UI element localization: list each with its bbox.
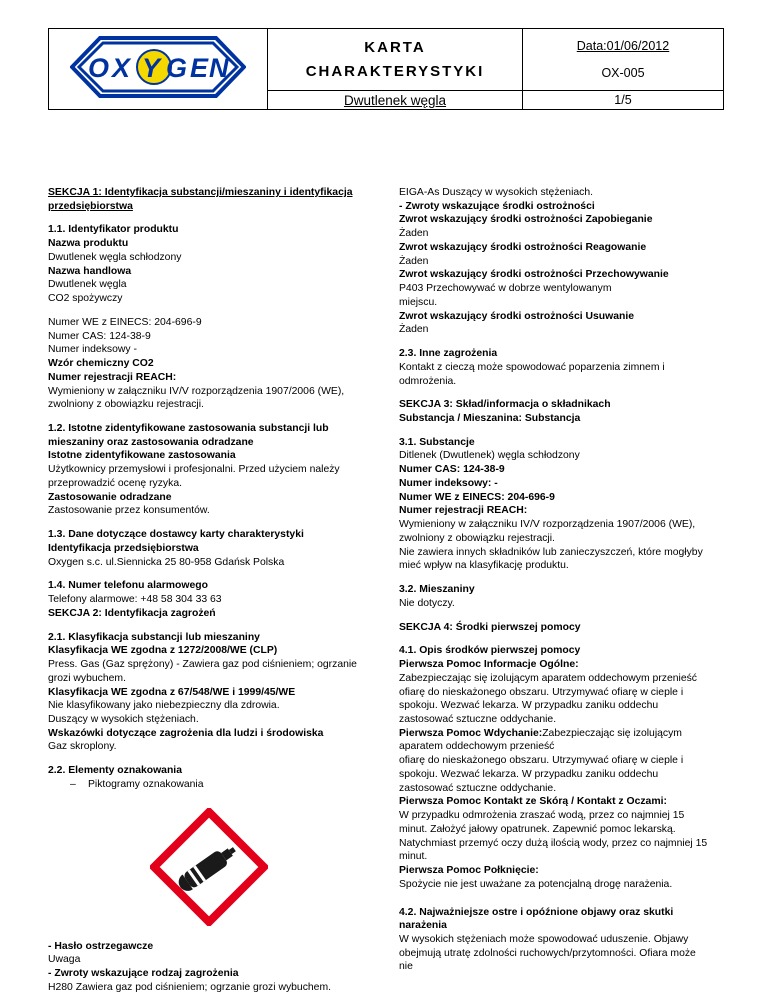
precaution-storage-value-1: P403 Przechowywać w dobrze wentylowanym [399, 283, 612, 295]
first-aid-inhalation-line [399, 727, 720, 741]
section-4-heading: SEKCJA 4: Środki pierwszej pomocy [399, 621, 581, 633]
first-aid-inhalation-text-3: spokoju. Wezwać lekarza. W przypadku zaniku oddechu [399, 768, 659, 780]
first-aid-general-text-3: spokoju. Wezwać lekarza. W przypadku zaniku oddechu [399, 700, 659, 712]
page-number-cell: 1/5 [523, 91, 724, 110]
hazard-statements-heading: - Zwroty wskazujące rodzaj zagrożenia [48, 968, 239, 980]
svg-text:Y: Y [142, 52, 161, 83]
section-1-4-heading: 1.4. Numer telefonu alarmowego [48, 580, 208, 592]
document-number: OX-005 [601, 65, 645, 80]
section-3-2-text: Nie dotyczy. [399, 597, 455, 609]
left-column [48, 186, 369, 995]
section-1-1-heading: 1.1. Identyfikator produktu [48, 224, 179, 236]
section-3-2-heading: 3.2. Mieszaniny [399, 584, 475, 596]
dsd-classification-subheading: Klasyfikacja WE zgodna z 67/548/WE i 1999/45/WE [48, 686, 296, 698]
eiga-text: EIGA-As Duszący w wysokich stężeniach. [399, 187, 594, 198]
svg-text:G: G [166, 52, 188, 83]
svg-text:N: N [209, 52, 229, 83]
advised-against-text: Zastosowanie przez konsumentów. [48, 505, 210, 517]
first-aid-general-text-1: Zabezpieczając się izolującym aparatem oddechowym przenieść [399, 672, 698, 684]
first-aid-general-heading: Pierwsza Pomoc Informacje Ogólne: [399, 659, 579, 671]
first-aid-skin-eye-text-2: minut. Założyć jałowy opatrunek. Zapewnić pomoc lekarską. [399, 823, 676, 835]
gas-cylinder-hazard-pictogram [150, 808, 268, 926]
document-meta-cell [523, 29, 724, 91]
document-title-line2: CHARAKTERYSTYKI [305, 62, 485, 80]
svg-text:X: X [112, 52, 131, 83]
svg-text:E: E [190, 52, 209, 83]
section-2-2-heading: 2.2. Elementy oznakowania [48, 765, 182, 777]
company-address: Oxygen s.c. ul.Siennicka 25 80-958 Gdańsk Polska [48, 556, 285, 568]
dsd-classification-text-2: Duszący w wysokich stężeniach. [48, 713, 199, 725]
trade-name-value-1: Dwutlenek węgla [48, 279, 127, 291]
section-2-heading: SEKCJA 2: Identyfikacja zagrożeń [48, 607, 216, 619]
precautionary-statements-heading: - Zwroty wskazujące środki ostrożności [399, 200, 595, 212]
dash-icon: – [70, 778, 76, 790]
svg-text:O: O [88, 52, 110, 83]
precaution-response-value: Żaden [399, 255, 429, 267]
first-aid-general-text-2: ofiarę do nieskażonego obszaru. Utrzymywać ofiarę w cieple i [399, 686, 684, 698]
section-4-2-heading-line1: 4.2. Najważniejsze ostre i opóźnione objawy oraz skutki [399, 906, 674, 918]
section-4-2-text-3: nie [399, 961, 413, 973]
first-aid-ingestion-heading: Pierwsza Pomoc Połknięcie: [399, 865, 539, 877]
first-aid-inhalation-text-2: ofiarę do nieskażonego obszaru. Utrzymywać ofiarę w cieple i [399, 755, 684, 767]
first-aid-inhalation-text-inline: Zabezpieczając się izolującym [542, 727, 682, 739]
precaution-storage-value-2: miejscu. [399, 296, 438, 308]
hazard-statements-value: H280 Zawiera gaz pod ciśnieniem; ogrzanie grozi wybuchem. [48, 981, 331, 993]
first-aid-skin-eye-text-1: W przypadku odmrożenia zraszać wodą, przez co najmniej 15 [399, 810, 685, 822]
precaution-prevention-value: Żaden [399, 228, 429, 240]
other-hazards-text-2: odmrożenia. [399, 375, 457, 387]
section-4-2-text-2: obejmują utratę zdolności ruchowych/przytomności. Ofiara może [399, 947, 696, 959]
precaution-response-heading: Zwrot wskazujący środki ostrożności Reagowanie [399, 241, 647, 253]
reach-registration-text-1: Wymieniony w załączniku IV/V rozporządzenia 1907/2006 (WE), [48, 385, 345, 397]
cas-number: Numer CAS: 124-38-9 [48, 330, 151, 342]
identified-uses-text-1: Użytkownicy przemysłowi i profesjonalni. Przed użyciem należy [48, 464, 340, 476]
ec-einecs-number: Numer WE z EINECS: 204-696-9 [48, 316, 202, 328]
section-3-reach-text-1: Wymieniony w załączniku IV/V rozporządzenia 1907/2006 (WE), [399, 519, 696, 531]
product-name-label: Nazwa produktu [48, 238, 129, 250]
first-aid-skin-eye-heading: Pierwsza Pomoc Kontakt ze Skórą / Kontakt z Oczami: [399, 796, 667, 808]
section-3-reach-text-2: zwolniony z obowiązku rejestracji. [399, 532, 555, 544]
other-hazards-text-1: Kontakt z cieczą może spowodować poparzenia zimnem i [399, 361, 665, 373]
identified-uses-text-2: przeprowadzić ocenę ryzyka. [48, 477, 182, 489]
section-3-1-heading: 3.1. Substancje [399, 436, 475, 448]
document-body [48, 186, 720, 995]
reach-registration-heading: Numer rejestracji REACH: [48, 371, 177, 383]
section-3-reach-text-3: Nie zawiera innych składników lub zanieczyszczeń, które mogłyby [399, 546, 703, 558]
first-aid-ingestion-text: Spożycie nie jest uważane za potencjalną drogę narażenia. [399, 878, 673, 890]
advised-against-subheading: Zastosowanie odradzane [48, 491, 172, 503]
human-environment-hazard-text: Gaz skroplony. [48, 741, 117, 753]
section-3-reach-heading: Numer rejestracji REACH: [399, 505, 528, 517]
index-number: Numer indeksowy - [48, 344, 137, 356]
pictogram-bullet-row [48, 778, 369, 792]
clp-classification-subheading: Klasyfikacja WE zgodna z 1272/2008/WE (CLP) [48, 645, 278, 657]
section-4-2-text-1: W wysokich stężeniach może spowodować uduszenie. Objawy [399, 933, 689, 945]
precaution-prevention-heading: Zwrot wskazujący środki ostrożności Zapobieganie [399, 214, 653, 226]
clp-classification-text-1: Press. Gas (Gaz sprężony) - Zawiera gaz pod ciśnieniem; ogrzanie [48, 659, 357, 671]
section-3-heading: SEKCJA 3: Skład/informacja o składnikach [399, 399, 611, 411]
identified-uses-subheading: Istotne zidentyfikowane zastosowania [48, 450, 236, 462]
section-2-3-heading: 2.3. Inne zagrożenia [399, 348, 498, 360]
oxygen-logo-icon [70, 36, 246, 98]
signal-word-heading: - Hasło ostrzegawcze [48, 940, 154, 952]
company-identification-subheading: Identyfikacja przedsiębiorstwa [48, 542, 199, 554]
first-aid-skin-eye-text-3: Natychmiast przemyć oczy dużą ilością wody, przez co najmniej 15 [399, 837, 708, 849]
signal-word-value: Uwaga [48, 954, 81, 966]
trade-name-label: Nazwa handlowa [48, 265, 132, 277]
document-title-line1: KARTA [364, 39, 426, 57]
first-aid-general-text-4: zastosować sztuczne oddychanie. [399, 713, 557, 725]
section-3-index-number: Numer indeksowy: - [399, 477, 498, 489]
document-header-table [48, 28, 724, 110]
product-name-cell: Dwutlenek węgla [268, 91, 523, 110]
precaution-disposal-heading: Zwrot wskazujący środki ostrożności Usuwanie [399, 310, 635, 322]
section-1-2-heading-line2: mieszaniny oraz zastosowania odradzane [48, 436, 254, 448]
precaution-disposal-value: Żaden [399, 324, 429, 336]
substance-mixture-line: Substancja / Mieszanina: Substancja [399, 413, 581, 425]
section-1-heading-line1: SEKCJA 1: Identyfikacja substancji/mieszaniny i identyfikacja [48, 187, 353, 198]
substance-name: Ditlenek (Dwutlenek) węgla schłodzony [399, 450, 580, 462]
first-aid-inhalation-text-1: aparatem oddechowym przenieść [399, 741, 555, 753]
section-1-2-heading-line1: 1.2. Istotne zidentyfikowane zastosowania substancji lub [48, 423, 329, 435]
human-environment-hazard-subheading: Wskazówki dotyczące zagrożenia dla ludzi i środowiska [48, 727, 324, 739]
reach-registration-text-2: zwolniony z obowiązku rejestracji. [48, 399, 204, 411]
precaution-storage-heading: Zwrot wskazujący środki ostrożności Przechowywanie [399, 269, 669, 281]
first-aid-inhalation-heading: Pierwsza Pomoc Wdychanie: [399, 727, 543, 739]
trade-name-value-2: CO2 spożywczy [48, 293, 123, 305]
chemical-formula: Wzór chemiczny CO2 [48, 358, 154, 370]
dsd-classification-text-1: Nie klasyfikowany jako niebezpieczny dla zdrowia. [48, 700, 280, 712]
document-date: Data:01/06/2012 [576, 39, 670, 54]
section-1-heading-line2: przedsiębiorstwa [48, 200, 133, 212]
clp-classification-text-2: grozi wybuchem. [48, 672, 126, 684]
section-1-3-heading: 1.3. Dane dotyczące dostawcy karty charakterystyki [48, 529, 304, 541]
section-3-ec-number: Numer WE z EINECS: 204-696-9 [399, 491, 555, 503]
pictogram-container [48, 808, 369, 926]
section-3-reach-text-4: mieć wpływ na klasyfikację produktu. [399, 560, 569, 572]
first-aid-skin-eye-text-4: minut. [399, 851, 428, 863]
section-3-cas-number: Numer CAS: 124-38-9 [399, 464, 505, 476]
section-4-1-heading: 4.1. Opis środków pierwszej pomocy [399, 645, 581, 657]
right-column [399, 186, 720, 995]
emergency-phone: Telefony alarmowe: +48 58 304 33 63 [48, 594, 222, 606]
pictogram-bullet-label: Piktogramy oznakowania [88, 778, 204, 790]
product-name-value: Dwutlenek węgla schłodzony [48, 251, 182, 263]
document-title-cell [268, 29, 523, 91]
first-aid-inhalation-text-4: zastosować sztuczne oddychanie. [399, 782, 557, 794]
section-4-2-heading-line2: narażenia [399, 920, 447, 932]
section-2-1-heading: 2.1. Klasyfikacja substancji lub mieszaniny [48, 631, 260, 643]
company-logo-cell [49, 29, 268, 110]
